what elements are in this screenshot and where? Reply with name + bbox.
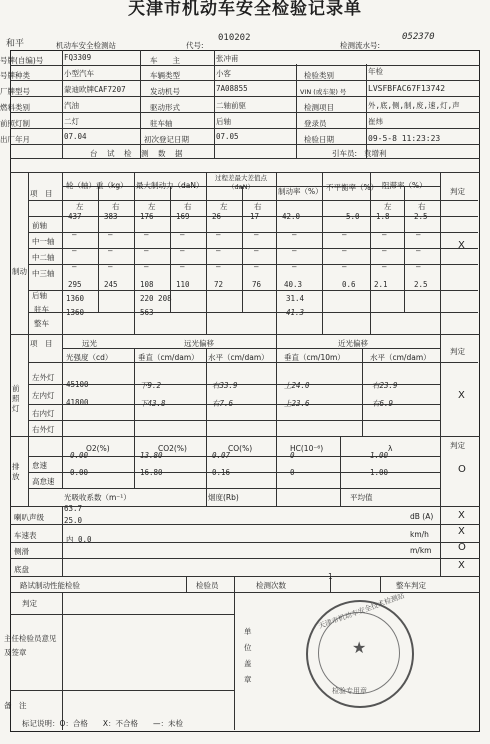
brake-weight-right: 右 (112, 202, 120, 211)
code-label: 代号: (186, 41, 204, 50)
chassis-judge-mark: X (458, 560, 465, 571)
park-axle-value: 后轴 (216, 117, 231, 126)
lamp-col-vert: 垂直（cm/dam） (138, 353, 199, 362)
horn-value: 63.7 (64, 504, 83, 513)
engine-label: 发动机号 (150, 87, 180, 96)
brake-diff-left: 左 (220, 202, 228, 211)
brake-judge-mark: X (458, 240, 465, 251)
headlamp-label: 前照灯制 (0, 119, 30, 128)
emission-col-o2: O2(%) (86, 444, 110, 453)
vin-label: VIN (或车架) 号 (300, 88, 347, 96)
plate-label: 号牌(自编)号 (0, 56, 44, 65)
vehicle-judge-label: 整车判定 (396, 581, 426, 590)
emission-col-lambda: λ (388, 444, 393, 453)
brake-force-right: 右 (184, 202, 192, 211)
count-label: 检测次数 (256, 581, 286, 590)
lamp-col-far-offset: 远光偏移 (184, 339, 214, 348)
lamp-col-item: 项 目 (30, 339, 53, 348)
lamp-col-intensity: 光强度（cd） (66, 353, 113, 362)
serial-label: 检测流水号: (340, 41, 381, 50)
side-slip-value: 内 0.0 (66, 535, 92, 544)
serial-value: 052370 (402, 32, 435, 42)
lamp-col-vert-10m: 垂直（cm/10m） (284, 353, 345, 362)
brake-weight-left: 左 (76, 202, 84, 211)
lamp-col-horiz: 水平（cm/dam） (208, 353, 269, 362)
judge-label: 判定 (22, 599, 37, 608)
emission-col-co2: CO2(%) (158, 444, 187, 453)
chassis-label: 底盘 (14, 565, 29, 574)
brake-park-weight: 1360 (66, 308, 85, 317)
speed-value: 25.0 (64, 516, 83, 525)
road-test-label: 路试制动性能检验 (20, 581, 80, 590)
brake-park-label: 驻车 (34, 305, 49, 314)
fuel-label: 燃料类别 (0, 103, 30, 112)
lamp-col-judge: 判定 (450, 347, 465, 356)
fuel-value: 汽油 (64, 101, 79, 110)
speed-judge-mark: X (458, 526, 465, 537)
inspection-form: 天津市机动车安全检验记录单 和平 机动车安全检测站 代号: 010202 检测流水号: 052370 号牌(自编)号 FQ3309 车 主 张冲甫 号牌种类 小型汽车 车辆类型 小客 检验类别 年检 厂牌型号 蒙迪欧牌CAF7207 发动机号 7A08855 VIN (或车架) 号 LVSFBFAC67F13742 燃料类别 汽油 驱动形式 二轴前驱 检测项目 外,底,侧,制,废,速,灯,声 前照灯制 二灯 驻车轴 后轴 登录员 崔炜 出厂年月 07.04 初次登记日期 07.05 检验日期 09-5-8 11:23:23 台 试 检 测 数 据 引车员: 袁增利 项 目 轮（轴）重（kg） 最大制动力（daN） 过程差最大差值点（daN） 制动率（%） 不平衡率（%） 阻滞率（%） 判定 左 右 左 右 左 右 左 右 制动 前轴 437 383 176 169 26 17 42.0 5.0 1.8 2.5 中一轴 — — — — — — — — — — 中二轴 — — — — — — — — — — 中三轴 — — — — — — — — — — 后轴 295 245 108 110 72 76 40.3 0.6 2.1 2.5 1360 220 208 31.4 驻车 1360 563 41.3 整车 X 项 目 远光 远光偏移 近光偏移 光强度（cd） 垂直（cm/dam） 水平（cm/dam） 垂直（cm/10m） 水平（cm/dam） 判定 前照灯 左外灯 45100 下9.2 右33.9 上24.0 右23.9 左内灯 41800 下43.8 右7.6 上23.6 右6.9 右内灯 右外灯 X O2(%) CO2(%) CO(%) HC(10⁻⁶) λ 判定 排放 怠速 0.00 13.80 0.07 0 1.00 高怠速 0.00 16.80 0.16 0 1.00 光吸收系数（m⁻¹） 烟度(Rb) 平均值 O 喇叭声级 63.7 dB (A) X 车速表 25.0 km/h X 侧滑 内 0.0 m/km O 底盘 X 路试制动性能检验 检验员 检测次数 1 整车判定 判定 主任检验员意见及签章 单位盖章 备 注 标记说明：O：合格 X：不合格 —：未检 ★ 天津市机动车安全技术检测站 检验专用章 (0, 0, 490, 744)
park-axle-label: 驻车轴 (150, 119, 173, 128)
form-title: 天津市机动车安全检验记录单 (128, 0, 362, 19)
inspect-date-value: 09-5-8 11:23:23 (368, 134, 441, 143)
items-value: 外,底,侧,制,废,速,灯,声 (368, 101, 460, 110)
brake-drag-left: 左 (384, 202, 392, 211)
lamp-judge-mark: X (458, 390, 465, 401)
brake-park-force: 563 (140, 308, 154, 317)
speed-label: 车速表 (14, 531, 37, 540)
horn-judge-mark: X (458, 510, 465, 521)
brake-col-drag: 阻滞率（%） (382, 181, 427, 190)
brake-force-left: 左 (148, 202, 156, 211)
emission-avg-label: 平均值 (350, 493, 373, 502)
lamp-col-horiz-dam: 水平（cm/dam） (370, 353, 431, 362)
supervisor-label: 主任检验员意见及签章 (4, 634, 57, 657)
mfg-date-label: 出厂年月 (0, 135, 30, 144)
emission-col-co: CO(%) (228, 444, 253, 453)
emission-smoke-unit: 烟度(Rb) (208, 493, 239, 502)
legend-note: 标记说明：O：合格 X：不合格 —：未检 (22, 719, 184, 728)
brake-diff-right: 右 (254, 202, 262, 211)
brake-whole-label: 整车 (34, 319, 49, 328)
engine-value: 7A08855 (216, 84, 248, 93)
unit-seal-label: 单位盖章 (244, 627, 252, 684)
brake-col-rate: 制动率（%） (278, 187, 323, 196)
inspect-date-label: 检验日期 (304, 135, 334, 144)
brand-label: 厂牌型号 (0, 87, 30, 96)
emission-smoke-label: 光吸收系数（m⁻¹） (64, 493, 131, 502)
guide-label: 引车员: (332, 149, 358, 158)
brake-col-judge: 判定 (450, 187, 465, 196)
plate-type-value: 小型汽车 (64, 69, 94, 78)
vehicle-type-label: 车辆类型 (150, 71, 180, 80)
brake-col-max-force: 最大制动力（daN） (136, 181, 204, 190)
lamp-col-far: 远光 (82, 339, 97, 348)
login-value: 崔炜 (368, 117, 383, 126)
guide-value: 袁增利 (364, 149, 387, 158)
lamp-col-near-offset: 近光偏移 (338, 339, 368, 348)
brand-value: 蒙迪欧牌CAF7207 (64, 85, 126, 94)
brake-col-unbalance: 不平衡率（%） (326, 183, 379, 192)
official-seal: ★ 天津市机动车安全技术检测站 检验专用章 (306, 600, 414, 708)
inspect-type-label: 检验类别 (304, 71, 334, 80)
brake-col-item: 项 目 (30, 189, 53, 198)
lamp-section-label: 前照灯 (12, 384, 20, 413)
headlamp-value: 二灯 (64, 117, 79, 126)
remarks-label: 备 注 (4, 701, 27, 710)
items-label: 检测项目 (304, 103, 334, 112)
emission-col-hc: HC(10⁻⁶) (290, 444, 324, 453)
district-handwritten: 和平 (6, 39, 25, 49)
emission-judge-mark: O (458, 464, 466, 475)
brake-section-label: 制动 (12, 267, 27, 276)
drive-label: 驱动形式 (150, 103, 180, 112)
platform-data-heading: 台 试 检 测 数 据 (90, 149, 184, 158)
brake-total-weight: 1360 (66, 294, 85, 303)
login-label: 登录员 (304, 119, 327, 128)
drive-value: 二轴前驱 (216, 101, 246, 110)
brake-col-weight: 轮（轴）重（kg） (66, 181, 128, 190)
brake-total-force: 220 208 (140, 294, 172, 303)
first-reg-value: 07.05 (216, 132, 239, 141)
brake-col-diff: 过程差最大差值点（daN） (215, 174, 267, 191)
vehicle-type-value: 小客 (216, 69, 231, 78)
vin-value: LVSFBFAC67F13742 (368, 84, 446, 93)
plate-type-label: 号牌种类 (0, 71, 30, 80)
mfg-date-value: 07.04 (64, 132, 87, 141)
code-value: 010202 (218, 33, 251, 43)
side-slip-judge-mark: O (458, 542, 466, 553)
count-value: 1 (328, 572, 333, 581)
owner-value: 张冲甫 (216, 54, 239, 63)
first-reg-label: 初次登记日期 (144, 135, 189, 144)
emission-col-judge: 判定 (450, 441, 465, 450)
side-slip-unit: m/km (410, 546, 432, 555)
star-icon: ★ (352, 638, 367, 657)
emission-section-label: 排放 (12, 462, 20, 481)
owner-label: 车 主 (150, 56, 180, 65)
brake-drag-right: 右 (418, 202, 426, 211)
station-label: 机动车安全检测站 (56, 41, 116, 50)
inspector-label: 检验员 (196, 581, 219, 590)
speed-unit: km/h (410, 530, 429, 539)
side-slip-label: 侧滑 (14, 547, 29, 556)
horn-unit: dB (A) (410, 512, 434, 521)
horn-label: 喇叭声级 (14, 513, 44, 522)
brake-total-rate: 31.4 (286, 294, 305, 303)
inspect-type-value: 年检 (368, 67, 383, 76)
brake-park-rate: 41.3 (286, 308, 305, 317)
plate-value: FQ3309 (64, 53, 92, 62)
